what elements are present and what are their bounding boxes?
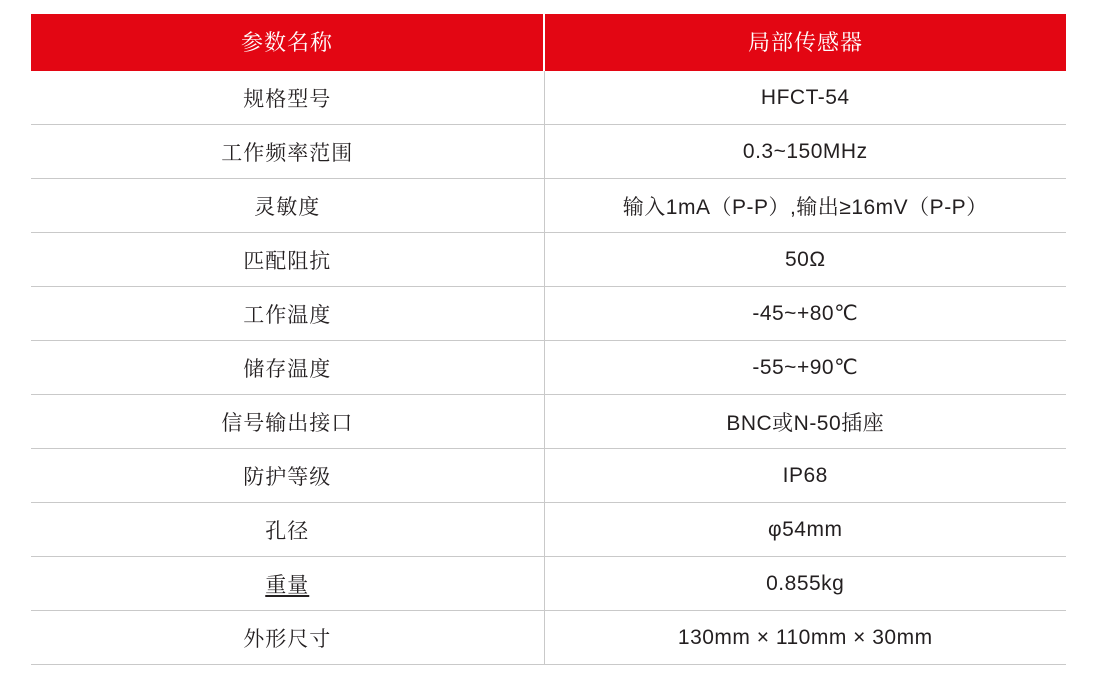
row-parameter-name: 外形尺寸: [31, 611, 544, 665]
row-parameter-name: 规格型号: [31, 71, 544, 125]
table-row: [31, 449, 1066, 503]
table-row: [31, 341, 1066, 395]
row-parameter-name: 孔径: [31, 503, 544, 557]
table-row: [31, 395, 1066, 449]
table-row: [31, 125, 1066, 179]
table-row: [31, 179, 1066, 233]
row-parameter-value: 输入1mA（P-P）,输出≥16mV（P-P）: [544, 179, 1066, 233]
row-parameter-name: 重量: [31, 557, 544, 611]
row-parameter-value: 50Ω: [544, 233, 1066, 287]
row-parameter-name: 储存温度: [31, 341, 544, 395]
table-row: [31, 71, 1066, 125]
row-parameter-value: φ54mm: [544, 503, 1066, 557]
table-row: [31, 557, 1066, 611]
row-parameter-name: 信号输出接口: [31, 395, 544, 449]
table-row: [31, 611, 1066, 665]
row-parameter-name: 工作频率范围: [31, 125, 544, 179]
table-header: [31, 14, 1066, 71]
row-parameter-value: BNC或N-50插座: [544, 395, 1066, 449]
table-row: [31, 503, 1066, 557]
row-parameter-value: HFCT-54: [544, 71, 1066, 125]
row-parameter-value: 0.3~150MHz: [544, 125, 1066, 179]
row-parameter-name: 灵敏度: [31, 179, 544, 233]
row-parameter-value: -55~+90℃: [544, 341, 1066, 395]
row-parameter-value: 130mm × 110mm × 30mm: [544, 611, 1066, 665]
row-parameter-name: 匹配阻抗: [31, 233, 544, 287]
row-parameter-name: 工作温度: [31, 287, 544, 341]
row-parameter-value: -45~+80℃: [544, 287, 1066, 341]
row-parameter-value: 0.855kg: [544, 557, 1066, 611]
table-row: [31, 233, 1066, 287]
table-body: [31, 71, 1066, 665]
table-header-row: [31, 14, 1066, 71]
row-parameter-name: 防护等级: [31, 449, 544, 503]
specification-table: [31, 14, 1066, 665]
column-header-sensor: 局部传感器: [544, 14, 1066, 71]
row-parameter-value: IP68: [544, 449, 1066, 503]
column-header-parameter-name: 参数名称: [31, 14, 544, 71]
table-row: [31, 287, 1066, 341]
